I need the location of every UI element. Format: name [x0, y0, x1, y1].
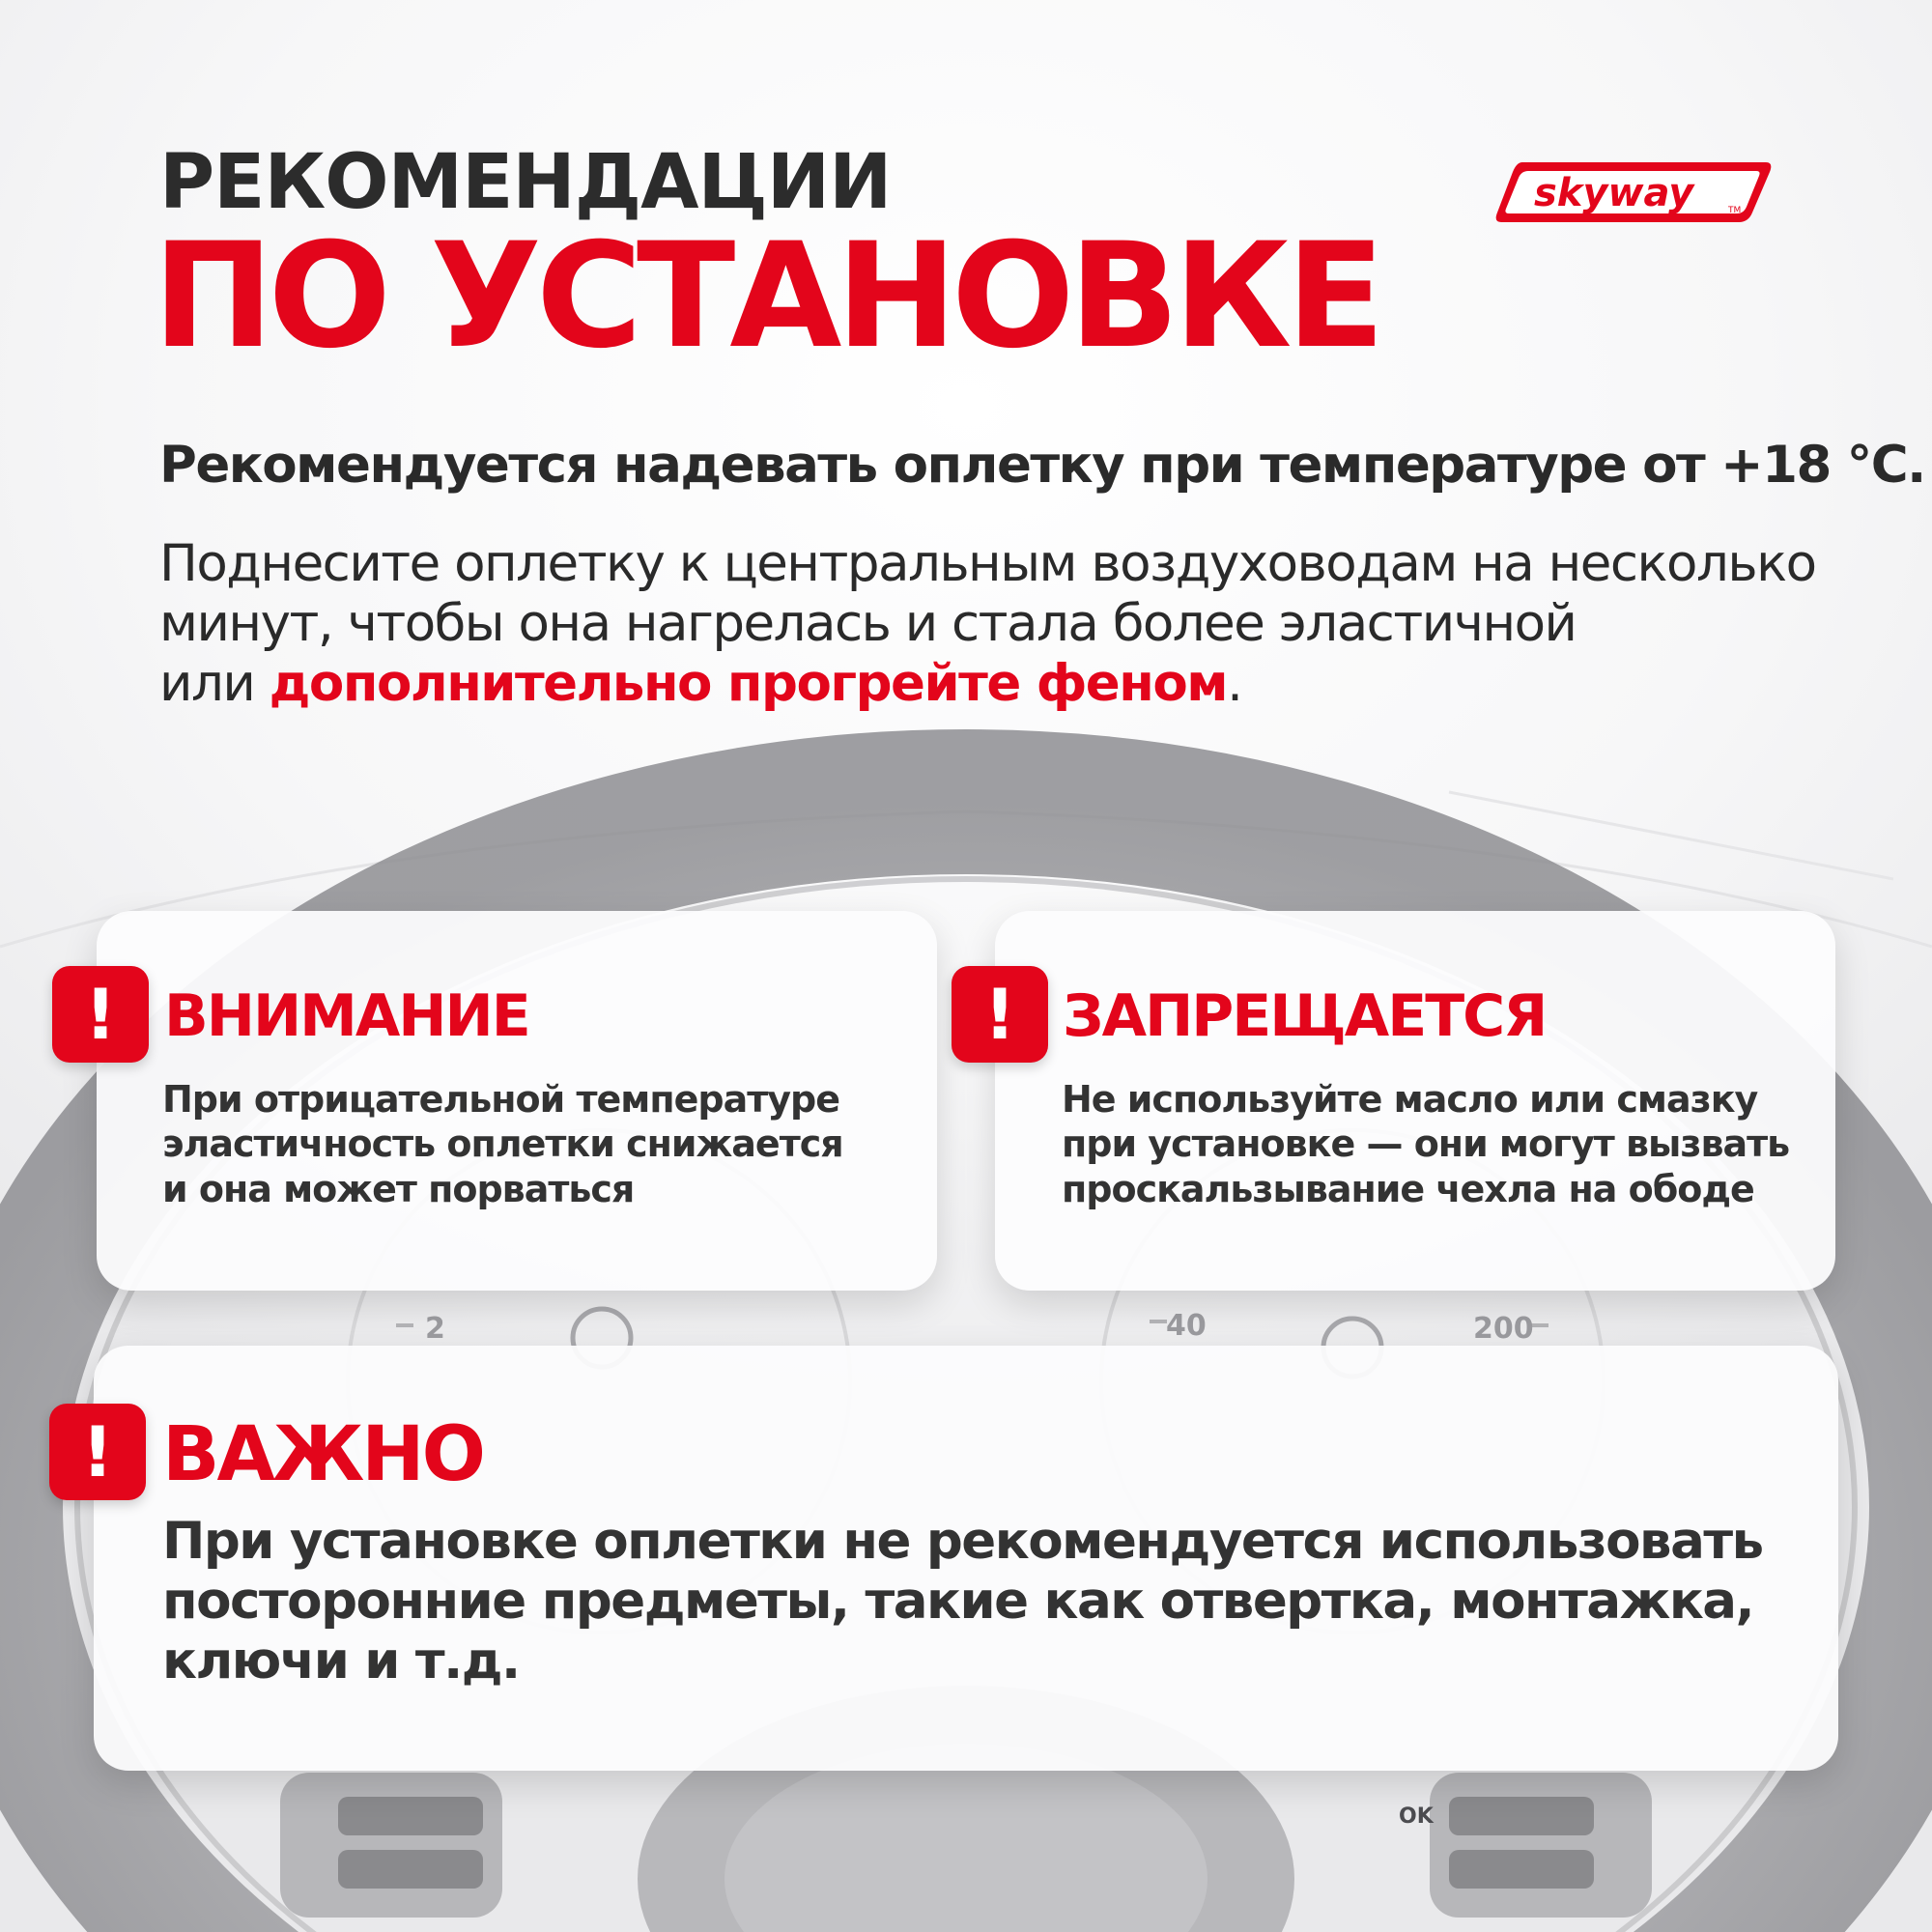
intro-paragraph — [159, 534, 1821, 714]
important-line-2: посторонние предметы, такие как отвертка, монтажка, — [162, 1572, 1754, 1631]
forbidden-card-text — [1062, 1077, 1789, 1211]
intro-line-3 — [159, 654, 1821, 714]
exclamation-icon: ! — [952, 966, 1048, 1063]
important-card-title: ВАЖНО — [162, 1411, 483, 1498]
intro-lead: Рекомендуется надевать оплетку при температуре от +18 °С. — [159, 436, 1925, 495]
attention-line-1: При отрицательной температуре — [162, 1078, 839, 1121]
intro-highlight: дополнительно прогрейте феном — [269, 654, 1228, 713]
intro-line-3-suffix: . — [1227, 654, 1242, 713]
attention-card-text — [162, 1077, 843, 1211]
forbidden-line-1: Не используйте масло или смазку — [1062, 1078, 1758, 1121]
skyway-logo — [1493, 158, 1774, 226]
attention-line-3: и она может порваться — [162, 1167, 635, 1210]
forbidden-line-2: при установке — они могут вызвать — [1062, 1122, 1790, 1166]
intro-line-1: Поднесите оплетку к центральным воздуховодам на несколько — [159, 534, 1816, 593]
exclamation-icon: ! — [49, 1404, 146, 1500]
attention-line-2: эластичность оплетки снижается — [162, 1122, 843, 1166]
gauge-mark-200: 200 — [1473, 1312, 1534, 1346]
attention-card-title: ВНИМАНИЕ — [164, 982, 529, 1050]
forbidden-card-title: ЗАПРЕЩАЕТСЯ — [1063, 982, 1547, 1050]
page-title-main: ПО УСТАНОВКЕ — [153, 213, 1379, 381]
gauge-mark-40: 40 — [1166, 1309, 1207, 1343]
important-card-text — [162, 1512, 1763, 1691]
logo-text: skyway — [1534, 171, 1694, 215]
dash-ok-label: OK — [1399, 1804, 1434, 1829]
logo-trademark: TM — [1728, 206, 1742, 215]
gauge-mark-2: 2 — [425, 1312, 445, 1346]
intro-line-3-prefix: или — [159, 654, 270, 713]
important-line-1: При установке оплетки не рекомендуется использовать — [162, 1512, 1763, 1571]
page-title-top: РЕКОМЕНДАЦИИ — [159, 139, 892, 226]
forbidden-line-3: проскальзывание чехла на ободе — [1062, 1167, 1754, 1210]
intro-line-2: минут, чтобы она нагрелась и стала более эластичной — [159, 594, 1577, 653]
exclamation-icon: ! — [52, 966, 149, 1063]
important-line-3: ключи и т.д. — [162, 1632, 520, 1690]
